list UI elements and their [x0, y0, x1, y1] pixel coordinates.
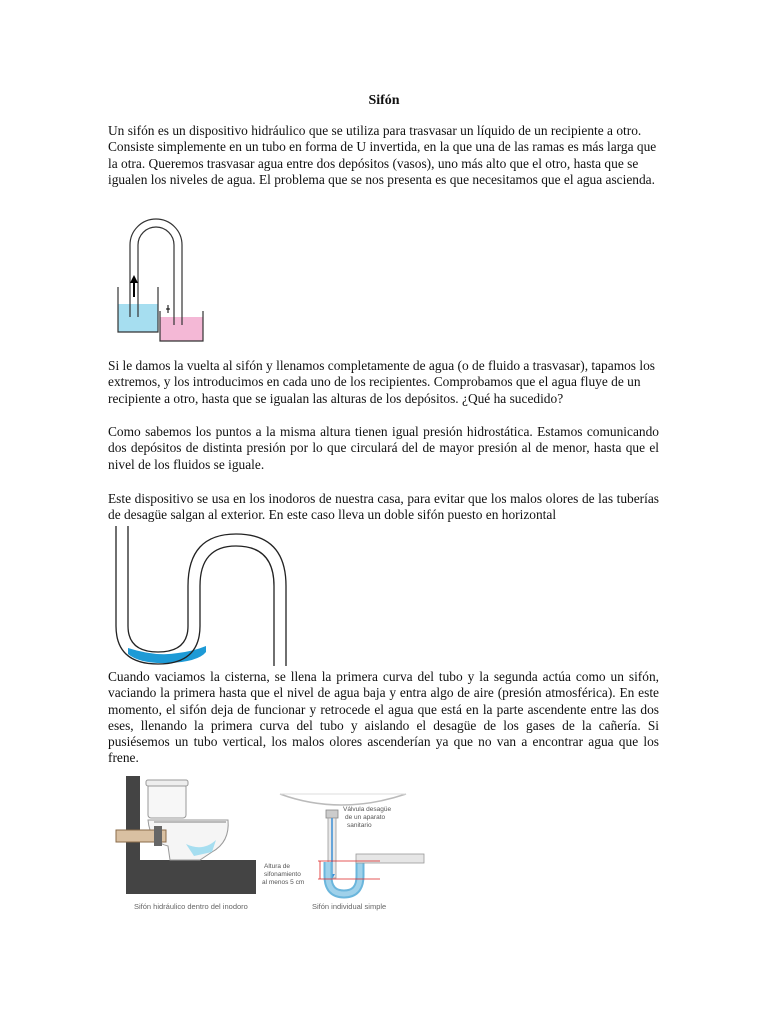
valve-label-1: Válvula desagüe — [343, 806, 392, 813]
paragraph-toilets: Este dispositivo se usa en los inodoros de nuestra casa, para evitar que los malos olores de las tuberías de desagüe salgan al exterior. En este caso lleva un doble sifón puesto en horizontal — [108, 491, 659, 523]
simple-trap-figure — [256, 780, 428, 917]
floor — [126, 860, 266, 894]
paragraph-flush: Cuando vaciamos la cisterna, se llena la primera curva del tubo y la segunda actúa como un sifón, vaciando la primera hasta que el nivel de agua baja y entra algo de aire (presión atmosférica). En este momento, el sifón deja de funcionar y retrocede el agua que está en la parte ascendente entre las dos eses, llenando la primera curva del tubo y aislando el desagüe de los gases de la cañería. Si pusiésemos un tubo vertical, los malos olores ascenderían ya que no van a encontrar agua que los frene. — [108, 669, 659, 766]
trap-caption: Sifón individual simple — [312, 902, 387, 911]
height-label-1: Altura de — [264, 863, 291, 870]
toilet-caption: Sifón hidráulico dentro del inodoro — [134, 902, 248, 911]
paragraph-intro: Un sifón es un dispositivo hidráulico que se utiliza para trasvasar un líquido de un recipiente a otro. Consiste simplemente en un tubo en forma de U invertida, en la que una de las ramas es más larga que la otra. Queremos trasvasar agua entre dos depósitos (vasos), uno más alto que el otro, hasta que se igualen los niveles de agua. El problema que se nos presenta es que necesitamos que el agua ascienda. — [108, 123, 657, 187]
valve-label-2: de un aparato — [345, 814, 386, 821]
valve-label-3: sanitario — [347, 822, 372, 829]
height-label-3: al menos 5 cm — [262, 879, 305, 886]
siphon-vessels-figure — [108, 207, 206, 357]
paragraph-flip: Si le damos la vuelta al sifón y llenamos completamente de agua (o de fluido a trasvasar), tapamos los extremos, y los introducimos en cada uno de los recipientes. Comprobamos que el agua fluye de un recipiente a otro, hasta que se igualan las alturas de los depósitos. ¿Qué ha sucedido? — [108, 358, 655, 406]
toilet-siphon-figure — [108, 772, 268, 917]
double-trap-figure — [108, 526, 288, 666]
height-label-2: sifonamiento — [264, 871, 301, 878]
document-title: Sifón — [368, 93, 400, 108]
paragraph-pressure: Como sabemos los puntos a la misma altura tienen igual presión hidrostática. Estamos comunicando dos depósitos de distinta presión por lo que circulará del de mayor presión al de menor, hasta que el nivel de los fluidos se iguale. — [108, 424, 659, 472]
